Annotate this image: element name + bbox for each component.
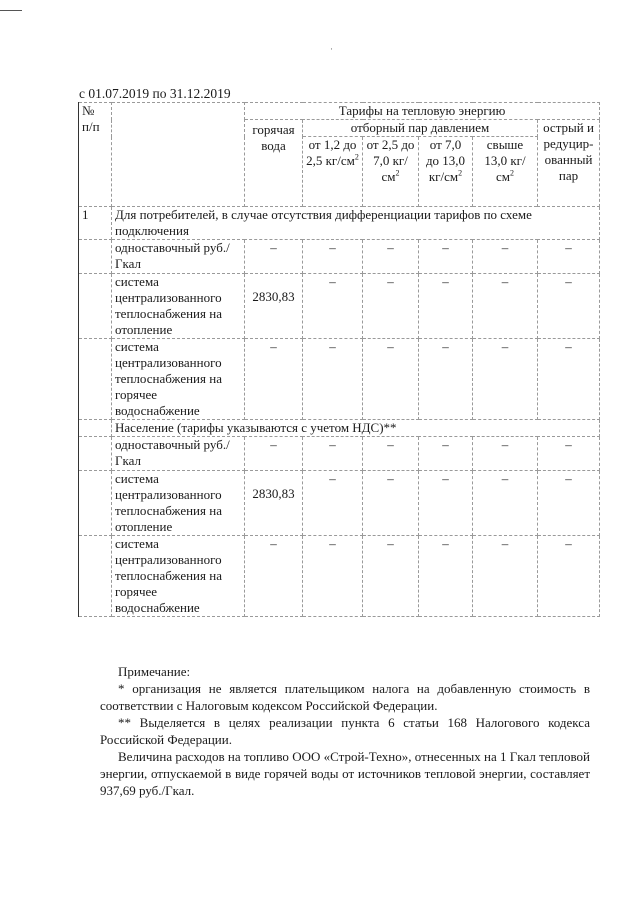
header-num-2: п/п bbox=[82, 119, 100, 134]
hot-water-value: 2830,83 bbox=[252, 486, 295, 501]
header-p3 bbox=[419, 137, 473, 207]
cell-p2: – bbox=[363, 240, 419, 274]
cell-hot-water: – bbox=[245, 339, 303, 420]
header-p1 bbox=[303, 137, 363, 207]
cell-p3: – bbox=[419, 437, 473, 471]
header-p2-sup: 2 bbox=[395, 168, 400, 178]
hot-water-value: 2830,83 bbox=[252, 289, 295, 304]
cell-p1: – bbox=[303, 437, 363, 471]
header-hot-water-label: горячая вода bbox=[252, 122, 295, 153]
cell-sharp: – bbox=[538, 536, 600, 617]
scan-dot: · bbox=[330, 44, 333, 54]
header-steam-group: отборный пар давлением bbox=[303, 120, 538, 137]
header-empty-cell bbox=[112, 103, 245, 207]
row-label: система централизованного теплоснабжения на отопление bbox=[112, 274, 245, 339]
tariffs-table bbox=[78, 102, 600, 617]
note-3: Величина расходов на топливо ООО «Строй-Техно», отнесенных на 1 Гкал тепловой энергии, отпускаемой в виде горячей воды от источников тепловой энергии, составляет 937,69 руб./Гкал. bbox=[100, 749, 590, 798]
period-heading: с 01.07.2019 по 31.12.2019 bbox=[79, 86, 231, 101]
cell-p3: – bbox=[419, 339, 473, 420]
table-row bbox=[79, 274, 600, 339]
cell-p3: – bbox=[419, 274, 473, 339]
header-p1-sup: 2 bbox=[354, 152, 359, 162]
header-p4-sup: 2 bbox=[510, 168, 514, 178]
header-sharp-steam: острый и редуцир-ованный пар bbox=[538, 120, 600, 207]
table-row bbox=[79, 471, 600, 536]
cell-p3: – bbox=[419, 240, 473, 274]
cell-p1: – bbox=[303, 240, 363, 274]
cell-hot-water: – bbox=[245, 437, 303, 471]
cell-p4: – bbox=[473, 339, 538, 420]
row-num-empty bbox=[79, 437, 112, 471]
cell-sharp: – bbox=[538, 274, 600, 339]
cell-p1: – bbox=[303, 471, 363, 536]
row-label: система централизованного теплоснабжения на горячее водоснабжение bbox=[112, 536, 245, 617]
section2-title: Население (тарифы указываются с учетом НДС)** bbox=[112, 420, 600, 437]
cell-hot-water: – bbox=[245, 536, 303, 617]
cell-p2: – bbox=[363, 339, 419, 420]
notes-title: Примечание: bbox=[118, 664, 191, 679]
cell-hot-water: – bbox=[245, 240, 303, 274]
row-label: система централизованного теплоснабжения на отопление bbox=[112, 471, 245, 536]
table-row bbox=[79, 536, 600, 617]
header-num: № bbox=[82, 103, 95, 118]
row-num-empty bbox=[79, 536, 112, 617]
row-num-empty bbox=[79, 240, 112, 274]
cell-p2: – bbox=[363, 536, 419, 617]
header-p3-sup: 2 bbox=[458, 168, 463, 178]
cell-p4: – bbox=[473, 536, 538, 617]
header-tariffs-title: Тарифы на тепловую энергию bbox=[245, 103, 600, 120]
header-p4 bbox=[473, 137, 538, 207]
cell-p4: – bbox=[473, 274, 538, 339]
cell-sharp: – bbox=[538, 471, 600, 536]
section1-num: 1 bbox=[79, 207, 112, 240]
section1-title-row bbox=[79, 207, 600, 240]
cell-p4: – bbox=[473, 240, 538, 274]
row-num-empty bbox=[79, 274, 112, 339]
row-label: одноставочный руб./Гкал bbox=[112, 437, 245, 471]
section2-num-empty bbox=[79, 420, 112, 437]
cell-p3: – bbox=[419, 471, 473, 536]
cell-sharp: – bbox=[538, 339, 600, 420]
cell-p1: – bbox=[303, 536, 363, 617]
header-hot-water bbox=[245, 120, 303, 207]
row-num-empty bbox=[79, 339, 112, 420]
header-p2-label: от 2,5 до 7,0 кг/см bbox=[366, 137, 415, 184]
header-p4-label: свыше 13,0 кг/см bbox=[484, 137, 526, 184]
section2-title-row bbox=[79, 420, 600, 437]
cell-p2: – bbox=[363, 274, 419, 339]
header-num-cell bbox=[79, 103, 112, 207]
cell-hot-water bbox=[245, 274, 303, 339]
header-p2 bbox=[363, 137, 419, 207]
cell-p2: – bbox=[363, 437, 419, 471]
table-row bbox=[79, 240, 600, 274]
row-label: одноставочный руб./Гкал bbox=[112, 240, 245, 274]
header-p3-label: от 7,0 до 13,0 кг/см bbox=[425, 137, 466, 184]
cell-p1: – bbox=[303, 274, 363, 339]
notes-block bbox=[100, 663, 590, 799]
cell-p1: – bbox=[303, 339, 363, 420]
cell-p2: – bbox=[363, 471, 419, 536]
section1-title: Для потребителей, в случае отсутствия дифференциации тарифов по схеме подключения bbox=[112, 207, 600, 240]
table-row bbox=[79, 437, 600, 471]
cell-p4: – bbox=[473, 437, 538, 471]
cell-hot-water bbox=[245, 471, 303, 536]
table-row bbox=[79, 339, 600, 420]
note-1: * организация не является плательщиком налога на добавленную стоимость в соответствии с Налоговым кодексом Российской Федерации. bbox=[100, 681, 590, 713]
header-row-1 bbox=[79, 103, 600, 120]
note-2: ** Выделяется в целях реализации пункта 6 статьи 168 Налогового кодекса Российской Федерации. bbox=[100, 715, 590, 747]
corner-mark bbox=[0, 0, 22, 11]
cell-p4: – bbox=[473, 471, 538, 536]
row-label: система централизованного теплоснабжения на горячее водоснабжение bbox=[112, 339, 245, 420]
cell-p3: – bbox=[419, 536, 473, 617]
row-num-empty bbox=[79, 471, 112, 536]
cell-sharp: – bbox=[538, 240, 600, 274]
header-p1-label: от 1,2 до 2,5 кг/см bbox=[306, 137, 357, 168]
cell-sharp: – bbox=[538, 437, 600, 471]
